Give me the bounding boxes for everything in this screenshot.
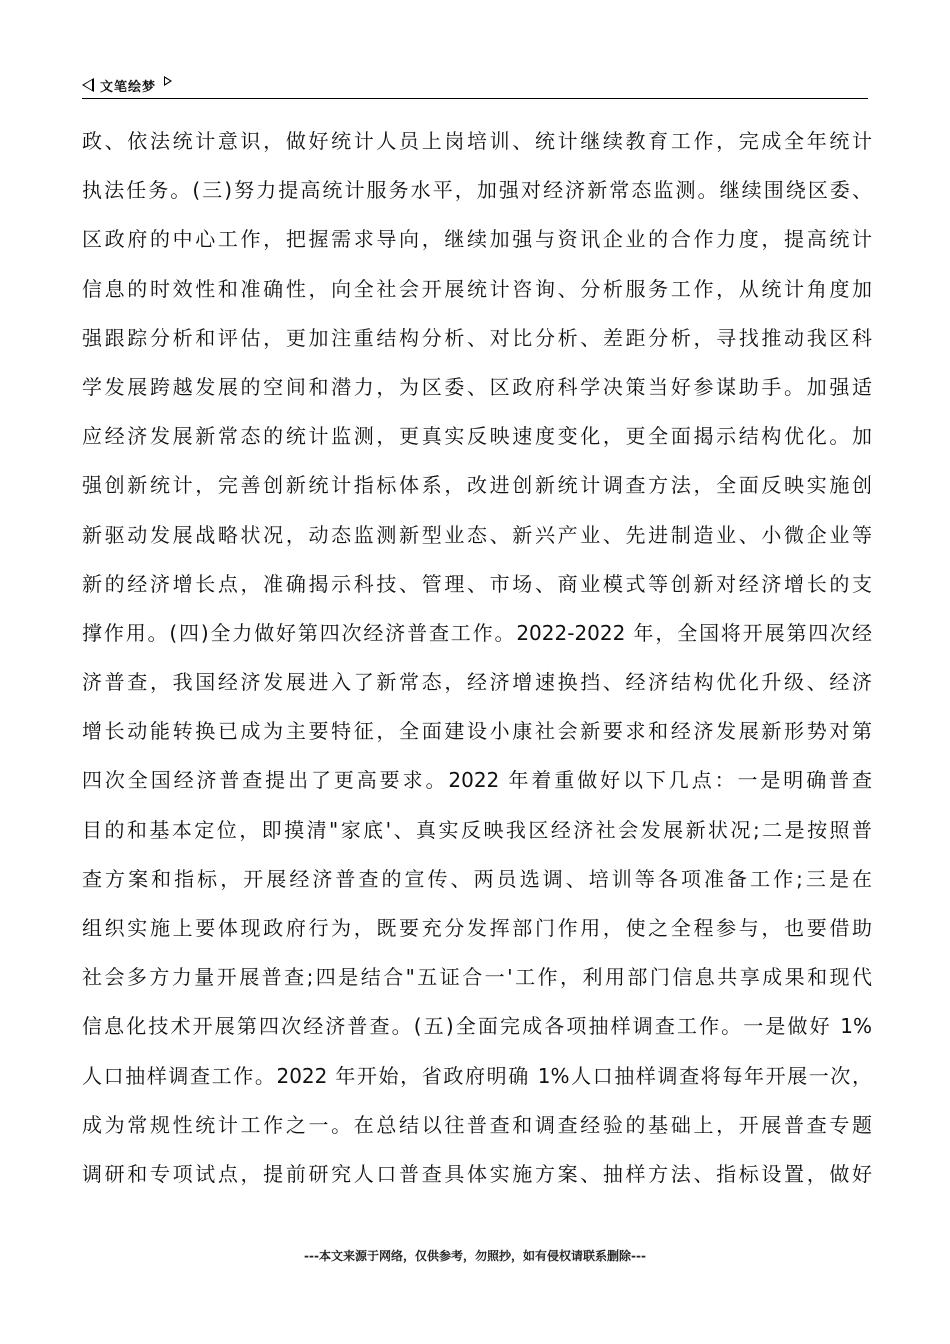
body-line: 查方案和指标，开展经济普查的宣传、两员选调、培训等各项准备工作;三是在 [82, 866, 872, 891]
body-line: 人口抽样调查工作。2022 年开始，省政府明确 1%人口抽样调查将每年开展一次， [82, 1063, 872, 1088]
body-line: 信息化技术开展第四次经济普查。(五)全面完成各项抽样调查工作。一是做好 1% [82, 1014, 872, 1039]
body-line: 撑作用。(四)全力做好第四次经济普查工作。2022-2022 年，全国将开展第四次经 [82, 620, 872, 645]
body-line: 调研和专项试点，提前研究人口普查具体实施方案、抽样方法、指标设置，做好 [82, 1161, 872, 1186]
body-line: 目的和基本定位，即摸清"家底'、真实反映我区经济社会发展新状况;二是按照普 [82, 817, 872, 842]
body-line: 增长动能转换已成为主要特征，全面建设小康社会新要求和经济发展新形势对第 [82, 719, 872, 744]
body-line: 社会多方力量开展普查;四是结合"五证合一'工作，利用部门信息共享成果和现代 [82, 965, 872, 990]
body-line: 信息的时效性和准确性，向全社会开展统计咨询、分析服务工作，从统计角度加 [82, 276, 872, 301]
body-line: 组织实施上要体现政府行为，既要充分发挥部门作用，使之全程参与，也要借助 [82, 916, 872, 940]
body-line: 济普查，我国经济发展进入了新常态，经济增速换挡、经济结构优化升级、经济 [82, 670, 872, 695]
body-line: 四次全国经济普查提出了更高要求。2022 年着重做好以下几点：一是明确普查 [82, 768, 872, 793]
body-line: 应经济发展新常态的统计监测，更真实反映速度变化，更全面揭示结构优化。加 [82, 424, 872, 449]
body-line: 成为常规性统计工作之一。在总结以往普查和调查经验的基础上，开展普查专题 [82, 1112, 872, 1137]
body-line: 强创新统计，完善创新统计指标体系，改进创新统计调查方法，全面反映实施创 [82, 473, 872, 498]
triangle-right-icon [164, 76, 172, 86]
body-line: 学发展跨越发展的空间和潜力，为区委、区政府科学决策当好参谋助手。加强适 [82, 374, 872, 399]
body-line: 执法任务。(三)努力提高统计服务水平，加强对经济新常态监测。继续围绕区委、 [82, 178, 872, 203]
body-line: 政、依法统计意识，做好统计人员上岗培训、统计继续教育工作，完成全年统计 [82, 129, 872, 153]
body-line: 新的经济增长点，准确揭示科技、管理、市场、商业模式等创新对经济增长的支 [82, 571, 872, 596]
triangle-left-icon [82, 78, 94, 92]
document-body [82, 117, 872, 1199]
page-header [82, 72, 868, 99]
body-line: 区政府的中心工作，把握需求导向，继续加强与资讯企业的合作力度，提高统计 [82, 227, 872, 252]
body-line: 新驱动发展战略状况，动态监测新型业态、新兴产业、先进制造业、小微企业等 [82, 522, 872, 547]
footer-notice: ---本文来源于网络，仅供参考，勿照抄，如有侵权请联系删除--- [304, 1249, 646, 1263]
header-brand: 文笔绘梦 [100, 79, 157, 95]
body-line: 强跟踪分析和评估，更加注重结构分析、对比分析、差距分析，寻找推动我区科 [82, 325, 872, 350]
